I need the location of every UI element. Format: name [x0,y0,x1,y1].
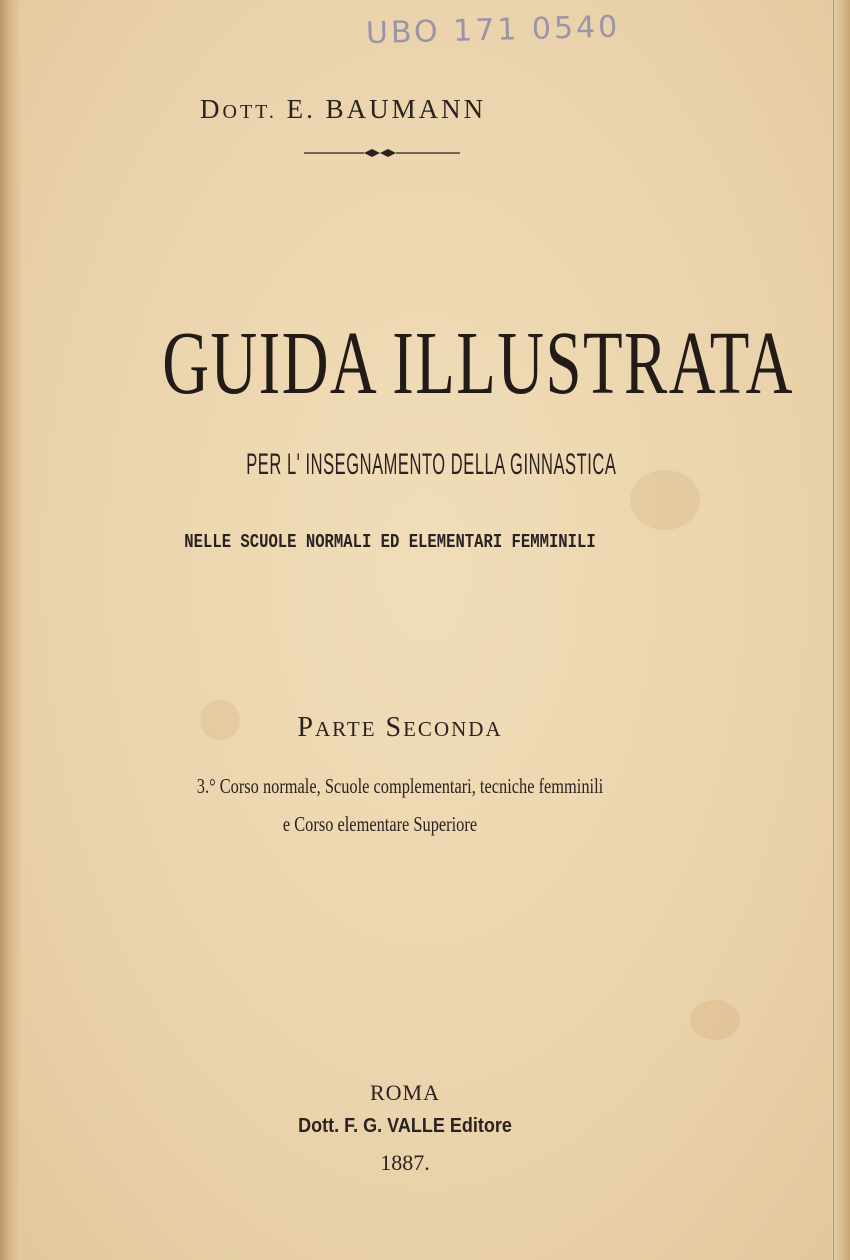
part-word2-rest: ECONDA [403,717,503,741]
book-title: GUIDA ILLUSTRATA [162,314,794,413]
description-line-2: e Corso elementare Superiore [282,812,478,836]
subtitle-line-1: PER L' INSEGNAMENTO DELLA GINNASTICA [246,448,617,481]
page-right-edge [832,0,850,1260]
imprint-city: ROMA [369,1080,440,1105]
foxing-stain [690,1000,740,1040]
page-left-edge [0,0,22,1260]
part-word2-initial: S [385,712,404,743]
description-line-1: 3.° Corso normale, Scuole complementari, tecniche femminili [196,774,604,798]
part-heading [190,712,610,744]
author-name: E. BAUMANN [286,94,487,124]
part-word1-rest: ARTE [314,717,377,741]
part-word1-initial: P [297,712,315,743]
imprint-year: 1887. [380,1150,430,1175]
page-fold-line [833,0,834,1260]
bleed-through-text [90,590,720,640]
foxing-stain [630,470,700,530]
author-prefix-initial: D [200,94,223,124]
shelfmark-pencil: UBO 171 0540 [365,9,621,52]
subtitle-line-2: NELLE SCUOLE NORMALI ED ELEMENTARI FEMMINILI [184,531,596,553]
author-prefix-rest: OTT. [222,101,277,123]
imprint-publisher: Dott. F. G. VALLE Editore [298,1115,512,1137]
ornament-rule [304,146,460,160]
author-line [200,94,580,125]
